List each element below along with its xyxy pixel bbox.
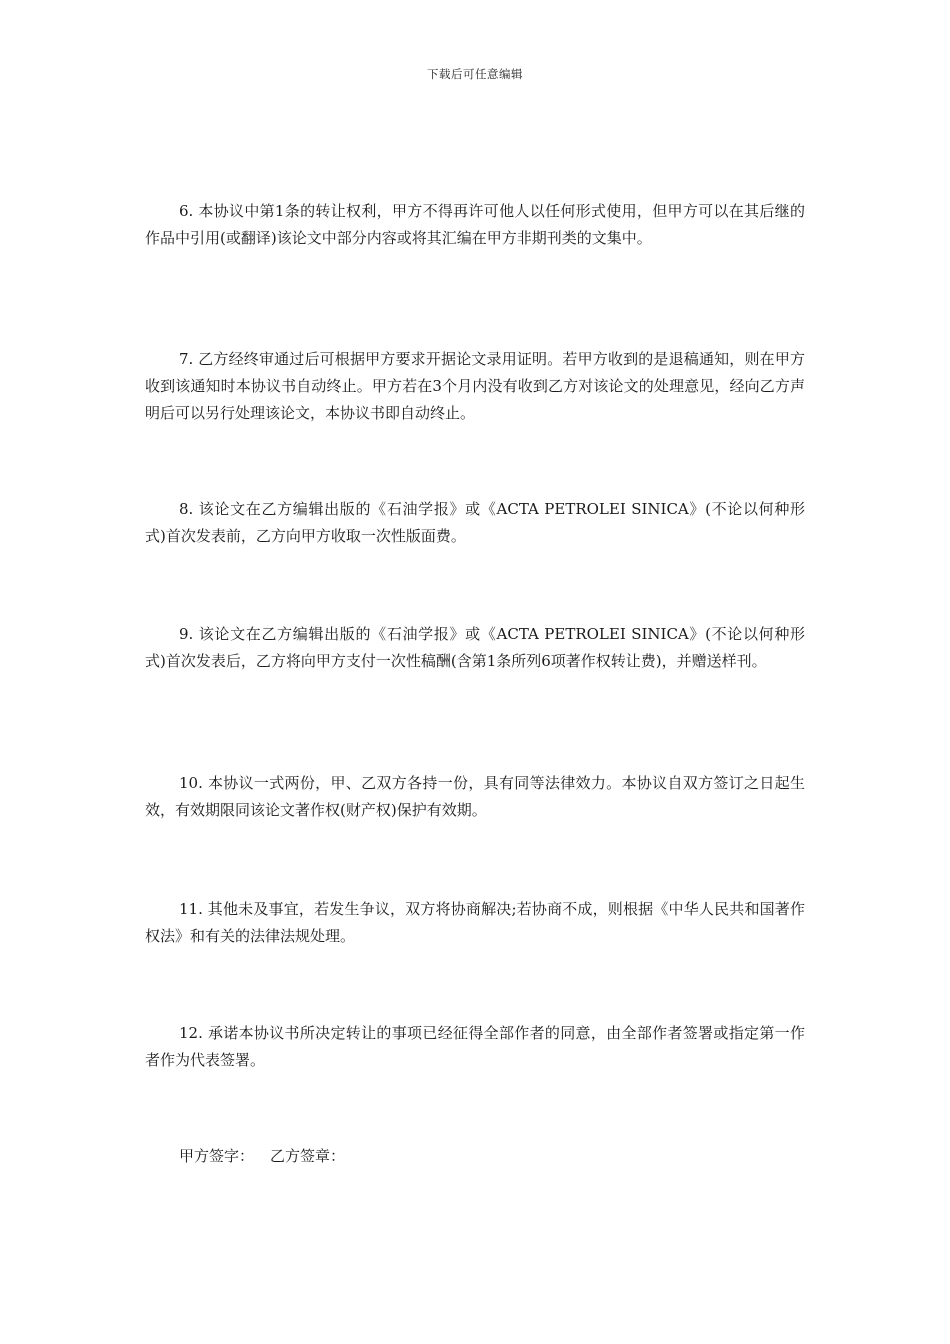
clause-12: 12. 承诺本协议书所决定转让的事项已经征得全部作者的同意，由全部作者签署或指定第一作者作为代表签署。 xyxy=(145,1024,805,1069)
clause-8: 8. 该论文在乙方编辑出版的《石油学报》或《ACTA PETROLEI SINICA》(不论以何种形式)首次发表前，乙方向甲方收取一次性版面费。 xyxy=(145,500,805,545)
clause-11: 11. 其他未及事宜，若发生争议，双方将协商解决;若协商不成，则根据《中华人民共和国著作权法》和有关的法律法规处理。 xyxy=(145,900,805,945)
party-a-signature-label: 甲方签字： xyxy=(179,1147,255,1165)
signature-line xyxy=(145,1143,805,1170)
clause-7: 7. 乙方经终审通过后可根据甲方要求开据论文录用证明。若甲方收到的是退稿通知，则在甲方收到该通知时本协议书自动终止。甲方若在3个月内没有收到乙方对该论文的处理意见，经向乙方声明后可以另行处理该论文，本协议书即自动终止。 xyxy=(145,350,805,422)
party-b-seal-label: 乙方签章： xyxy=(270,1147,346,1165)
clause-10: 10. 本协议一式两份，甲、乙双方各持一份，具有同等法律效力。本协议自双方签订之日起生效，有效期限同该论文著作权(财产权)保护有效期。 xyxy=(145,774,805,819)
clause-6: 6. 本协议中第1条的转让权利，甲方不得再许可他人以任何形式使用，但甲方可以在其后继的作品中引用(或翻译)该论文中部分内容或将其汇编在甲方非期刊类的文集中。 xyxy=(145,202,805,247)
page-header: 下载后可任意编辑 xyxy=(427,67,523,81)
clause-9: 9. 该论文在乙方编辑出版的《石油学报》或《ACTA PETROLEI SINICA》(不论以何种形式)首次发表后，乙方将向甲方支付一次性稿酬(含第1条所列6项著作权转让费)，并赠送样刊。 xyxy=(145,625,805,670)
